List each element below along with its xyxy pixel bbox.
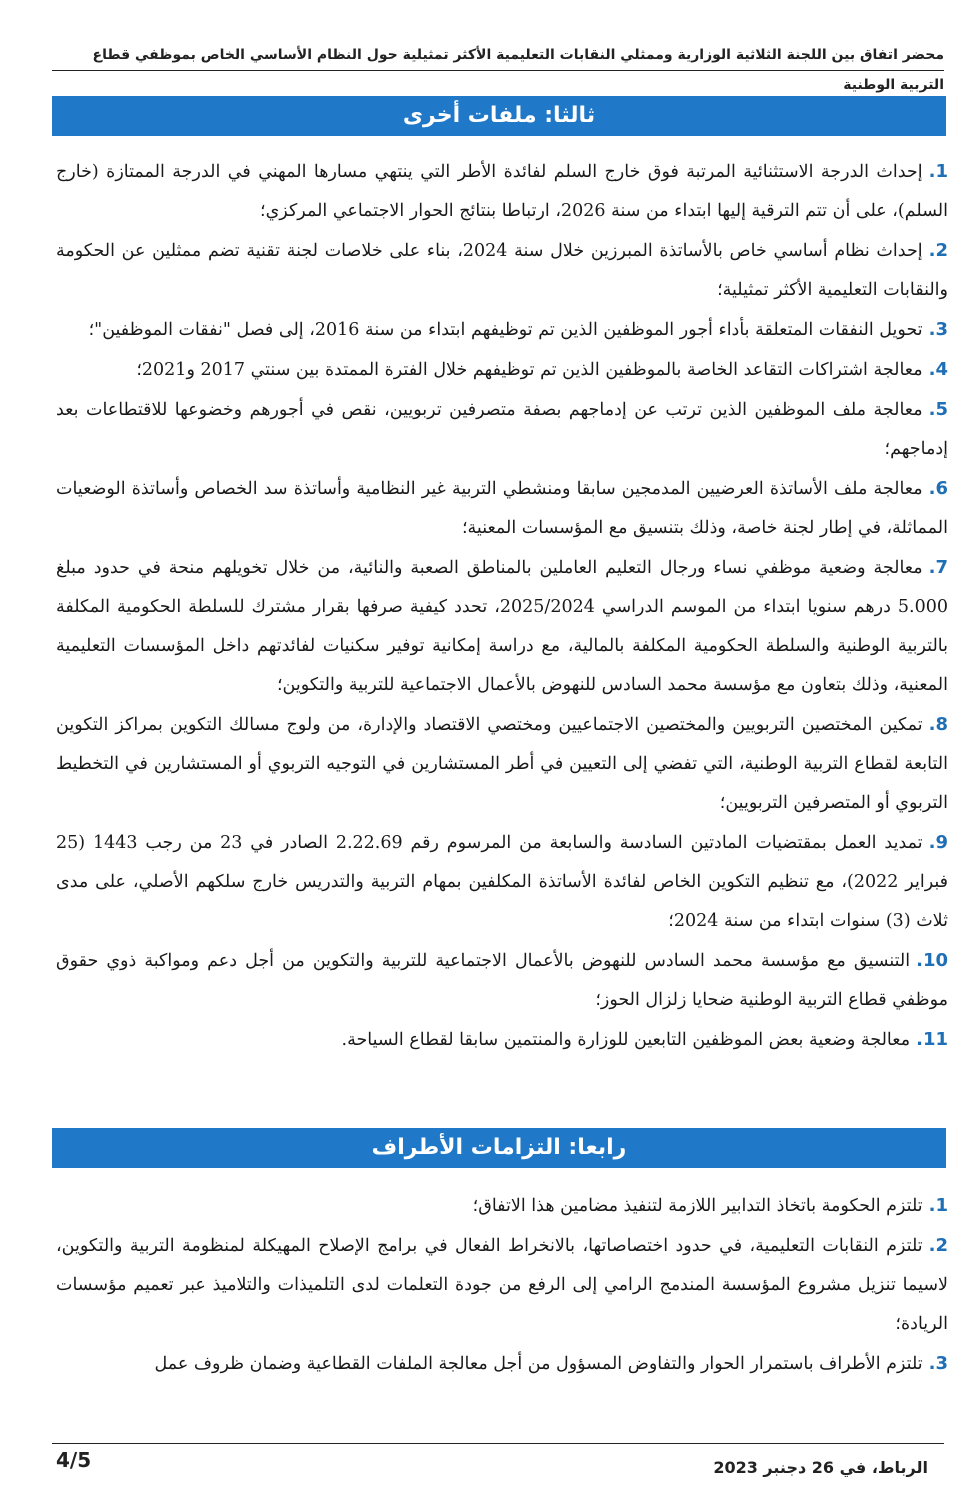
- list-item: [56, 231, 948, 310]
- list-item: [56, 548, 948, 705]
- other-files-list: [56, 152, 948, 1060]
- footer-divider: [52, 1443, 944, 1444]
- item-text: تلتزم الأطراف باستمرار الحوار والتفاوض المسؤول من أجل معالجة الملفات القطاعية وضمان ظروف عمل: [154, 1354, 923, 1374]
- list-item: [56, 469, 948, 548]
- item-number: 10.: [916, 950, 948, 971]
- item-number: 3.: [928, 319, 948, 340]
- list-item: [56, 823, 948, 941]
- item-text: إحداث الدرجة الاستثنائية المرتبة فوق خارج السلم لفائدة الأطر التي ينتهي مسارها المهني في الدرجة الممتازة (خارج السلم)، على أن تتم الترقية إليها ابتداء من سنة 2026، ارتباطا بنتائج الحوار الاجتماعي المركزي؛: [56, 162, 948, 221]
- item-number: 8.: [928, 714, 948, 735]
- section-heading-other-files: ثالثا: ملفات أخرى: [52, 96, 946, 136]
- item-text: معالجة ملف الأساتذة العرضيين المدمجين سابقا ومنشطي التربية غير النظامية وأساتذة سد الخصاص وأساتذة الوضعيات المماثلة، في إطار لجنة خاصة، وذلك بتنسيق مع المؤسسات المعنية؛: [56, 479, 948, 538]
- item-text: تمكين المختصين التربويين والمختصين الاجتماعيين ومختصي الاقتصاد والإدارة، من ولوج مسالك التكوين بمراكز التكوين التابعة لقطاع التربية الوطنية، التي تفضي إلى التعيين في أطر المستشارين في التوجيه التربوي أو المستشارين في التخطيط التربوي أو المتصرفين التربويين؛: [56, 715, 948, 813]
- item-text: معالجة وضعية بعض الموظفين التابعين للوزارة والمنتمين سابقا لقطاع السياحة.: [341, 1030, 911, 1050]
- section-heading-commitments: رابعا: التزامات الأطراف: [52, 1128, 946, 1168]
- list-item: [56, 1344, 948, 1384]
- item-number: 3.: [928, 1353, 948, 1374]
- item-number: 1.: [928, 1195, 948, 1216]
- footer-place-date: الرباط، في 26 دجنبر 2023: [713, 1458, 928, 1477]
- commitments-list: [56, 1186, 948, 1384]
- item-text: التنسيق مع مؤسسة محمد السادس للنهوض بالأعمال الاجتماعية للتربية والتكوين من أجل دعم ومواكبة ذوي حقوق موظفي قطاع التربية الوطنية ضحايا زلزال الحوز؛: [56, 951, 948, 1010]
- item-text: معالجة اشتراكات التقاعد الخاصة بالموظفين الذين تم توظيفهم خلال الفترة الممتدة بين سنتي 2017 و2021؛: [136, 360, 923, 380]
- item-text: تحويل النفقات المتعلقة بأداء أجور الموظفين الذين تم توظيفهم ابتداء من سنة 2016، إلى فصل "نفقات الموظفين"؛: [88, 320, 923, 340]
- item-text: تلتزم النقابات التعليمية، في حدود اختصاصاتها، بالانخراط الفعال في برامج الإصلاح المهيكلة لمنظومة التربية والتكوين، لاسيما تنزيل مشروع المؤسسة المندمج الرامي إلى الرفع من جودة التعلمات لدى التلميذات والتلاميذ عبر تعميم مؤسسات الريادة؛: [56, 1236, 948, 1334]
- list-item: [56, 390, 948, 469]
- list-item: [56, 1186, 948, 1226]
- list-item: [56, 152, 948, 231]
- item-number: 6.: [928, 478, 948, 499]
- page-header: محضر اتفاق بين اللجنة الثلاثية الوزارية وممثلي النقابات التعليمية الأكثر تمثيلية حول النظام الأساسي الخاص بموظفي قطاع التربية الوطنية: [52, 40, 944, 71]
- list-item: [56, 1226, 948, 1344]
- item-text: إحداث نظام أساسي خاص بالأساتذة المبرزين خلال سنة 2024، بناء على خلاصات لجنة تقنية تضم ممثلين عن الحكومة والنقابات التعليمية الأكثر تمثيلية؛: [56, 241, 948, 300]
- list-item: [56, 941, 948, 1020]
- item-text: معالجة ملف الموظفين الذين ترتب عن إدماجهم بصفة متصرفين تربويين، نقص في أجورهم وخضوعها للاقتطاعات بعد إدماجهم؛: [56, 400, 948, 459]
- list-item: [56, 1020, 948, 1060]
- list-item: [56, 705, 948, 823]
- item-text: تمديد العمل بمقتضيات المادتين السادسة والسابعة من المرسوم رقم 2.22.69 الصادر في 23 من رجب 1443 (25 فبراير 2022)، مع تنظيم التكوين الخاص لفائدة الأساتذة المكلفين بمهام التربية والتدريس خارج سلكهم الأصلي، على مدى ثلاث (3) سنوات ابتداء من سنة 2024؛: [56, 833, 948, 931]
- item-number: 11.: [916, 1029, 948, 1050]
- item-number: 7.: [928, 557, 948, 578]
- list-item: [56, 350, 948, 390]
- list-item: [56, 310, 948, 350]
- item-number: 5.: [928, 399, 948, 420]
- item-number: 2.: [928, 240, 948, 261]
- item-number: 9.: [928, 832, 948, 853]
- item-number: 1.: [928, 161, 948, 182]
- item-number: 4.: [928, 359, 948, 380]
- item-text: تلتزم الحكومة باتخاذ التدابير اللازمة لتنفيذ مضامين هذا الاتفاق؛: [472, 1196, 923, 1216]
- item-number: 2.: [928, 1235, 948, 1256]
- page-number: 4/5: [56, 1448, 92, 1472]
- item-text: معالجة وضعية موظفي نساء ورجال التعليم العاملين بالمناطق الصعبة والنائية، من خلال تخويلهم منحة في حدود مبلغ 5.000 درهم سنويا ابتداء من الموسم الدراسي 2025/2024، تحدد كيفية صرفها بقرار مشترك للسلطة الحكومية المكلفة بالتربية الوطنية والسلطة الحكومية المكلفة بالمالية، مع دراسة إمكانية توفير سكنيات لفائدتهم داخل المؤسسات التعليمية المعنية، وذلك بتعاون مع مؤسسة محمد السادس للنهوض بالأعمال الاجتماعية للتربية والتكوين؛: [56, 558, 948, 695]
